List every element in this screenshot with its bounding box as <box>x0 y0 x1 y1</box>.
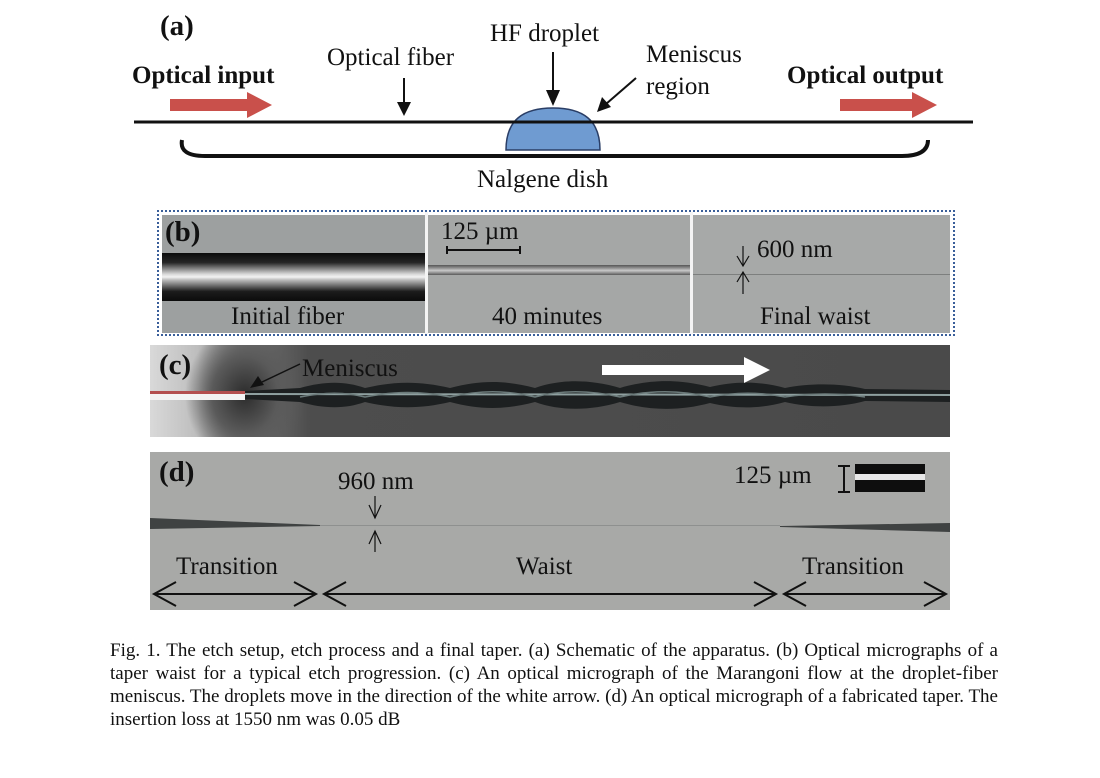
scale-bar-label: 125 µm <box>734 462 812 489</box>
meniscus-label: Meniscus <box>302 355 398 382</box>
panel-c <box>150 345 950 437</box>
nalgene-dish-label: Nalgene dish <box>477 166 609 193</box>
meniscus-pointer <box>250 376 264 388</box>
flow-direction-arrow <box>602 357 770 383</box>
region-label-transition-right: Transition <box>802 553 904 580</box>
optical-input-arrow <box>170 92 272 118</box>
meniscus-region-label-line1: Meniscus <box>646 41 742 68</box>
waist-size-markers <box>369 496 381 552</box>
optical-fiber-label: Optical fiber <box>327 44 455 71</box>
optical-output-label: Optical output <box>787 62 944 89</box>
waist-size-label: 960 nm <box>338 468 414 495</box>
frame-label-40-minutes: 40 minutes <box>492 303 603 330</box>
panel-b <box>157 210 955 336</box>
region-label-waist: Waist <box>516 553 573 580</box>
region-label-transition-left: Transition <box>176 553 278 580</box>
waist-size-label: 600 nm <box>757 236 833 263</box>
fiber-image <box>693 274 950 275</box>
panel-d <box>150 452 950 610</box>
hf-droplet-pointer <box>546 90 560 106</box>
taper-left-transition <box>150 518 320 529</box>
figure-caption: Fig. 1. The etch setup, etch process and a final taper. (a) Schematic of the apparatus. (b) Optical micrographs of a taper waist for a typical etch progression. (c) An optical micrograph of the Marangoni flow at the droplet-fiber meniscus. The droplets move in the direction of the white arrow. (d) An optical micrograph of a fabricated taper. The insertion loss at 1550 nm was 0.05 dB <box>110 640 998 730</box>
optical-input-label: Optical input <box>132 62 275 89</box>
frame-divider <box>425 212 428 334</box>
frame-divider <box>690 212 693 334</box>
panel-a-label: (a) <box>160 10 194 42</box>
fiber-image <box>162 253 425 301</box>
scale-bar <box>446 246 522 254</box>
hf-droplet <box>506 108 600 150</box>
taper-right-transition <box>780 523 950 532</box>
fiber-image <box>428 265 690 275</box>
panel-c-label: (c) <box>159 349 192 381</box>
meniscus-region-label-line2: region <box>646 73 710 100</box>
meniscus-pointer <box>597 97 611 112</box>
taper-micrograph <box>150 452 950 610</box>
scale-bar-label: 125 µm <box>441 218 519 245</box>
frame-label-final: Final waist <box>760 303 871 330</box>
panel-b-label: (b) <box>165 216 201 248</box>
region-arrows <box>154 582 946 606</box>
marangoni-micrograph <box>150 345 950 437</box>
hf-droplet-label: HF droplet <box>490 20 600 47</box>
optical-fiber-pointer <box>397 102 411 116</box>
optical-output-arrow <box>840 92 937 118</box>
panel-d-label: (d) <box>159 456 195 488</box>
waist-size-markers <box>734 242 752 300</box>
frame-label-initial: Initial fiber <box>231 303 345 330</box>
apparatus-schematic <box>0 0 1100 210</box>
